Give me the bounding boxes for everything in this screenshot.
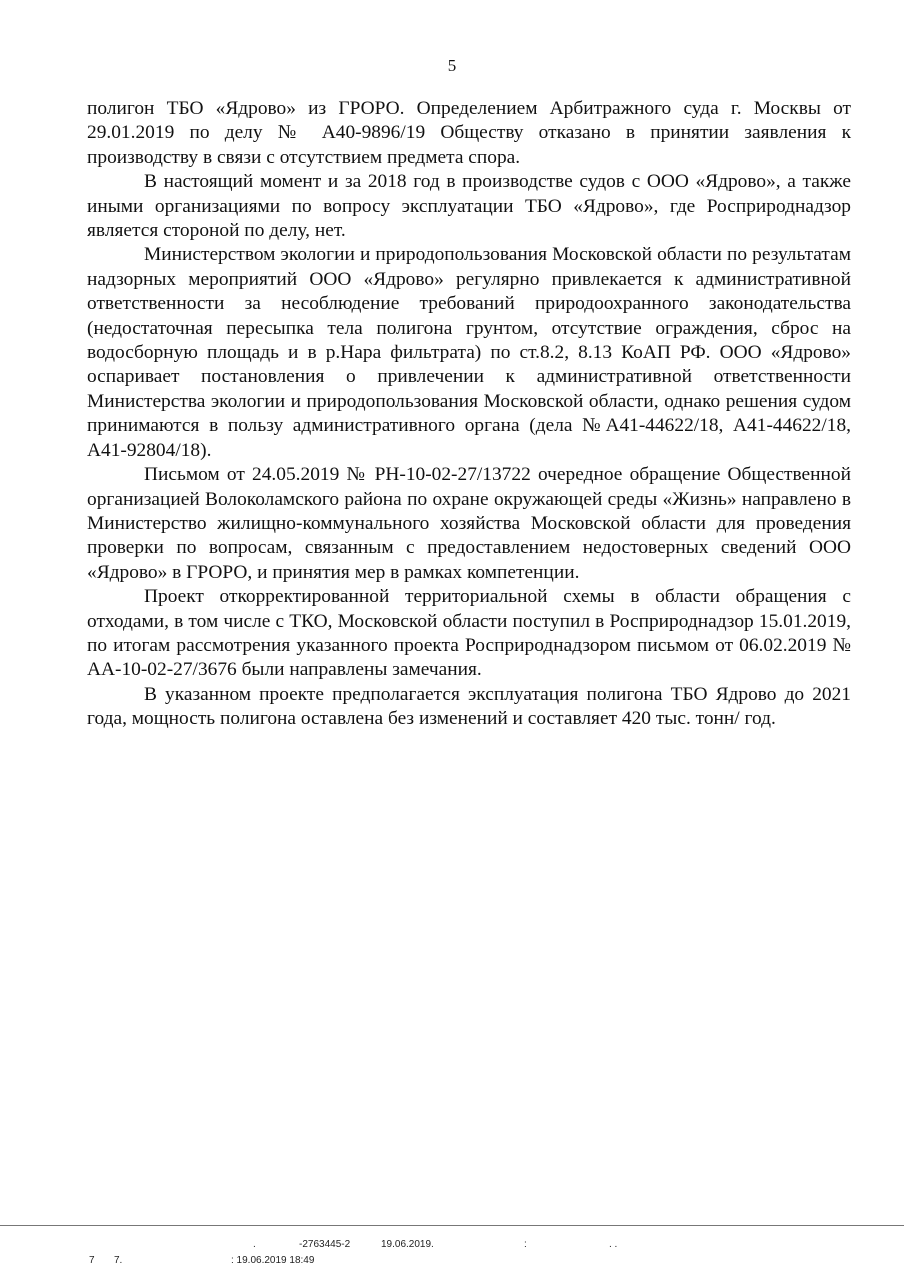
footer-line1-dot: . xyxy=(253,1239,256,1250)
footer-line1-colon: : xyxy=(524,1239,527,1250)
footer-divider xyxy=(0,1225,904,1226)
page-number: 5 xyxy=(447,56,457,75)
footer-line2-num2: 7. xyxy=(114,1255,123,1266)
paragraph-5: Проект откорректированной территориальной схемы в области обращения с отходами, в том числе с ТКО, Московской области поступил в Росприроднадзор 15.01.2019, по итогам рассмотрения указанного проекта Росприроднадзором письмом от 06.02.2019 № АА-10-02-27/3676 были направлены замечания. xyxy=(87,586,851,681)
document-body xyxy=(87,97,851,732)
paragraph-4: Письмом от 24.05.2019 № РН-10-02-27/13722 очередное обращение Общественной организацией Волоколамского района по охране окружающей среды «Жизнь» направлено в Министерство жилищно-коммунального хозяйства Московской области для проведения проверки по вопросам, связанным с предоставлением недостоверных сведений ООО «Ядрово» в ГРОРО, и принятия мер в рамках компетенции. xyxy=(87,464,851,583)
paragraph-1: полигон ТБО «Ядрово» из ГРОРО. Определением Арбитражного суда г. Москвы от 29.01.2019 по делу № А40-9896/19 Обществу отказано в принятии заявления к производству в связи с отсутствием предмета спора. xyxy=(87,98,851,168)
footer-document-date: 19.06.2019. xyxy=(381,1239,434,1250)
footer-line1-dots: . . xyxy=(609,1239,618,1250)
paragraph-2: В настоящий момент и за 2018 год в производстве судов с ООО «Ядрово», а также иными организациями по вопросу эксплуатации ТБО «Ядрово», где Росприроднадзор является стороной по делу, нет. xyxy=(87,171,851,242)
footer-line2-num1: 7 xyxy=(89,1255,95,1266)
footer-timestamp: : 19.06.2019 18:49 xyxy=(231,1255,315,1266)
paragraph-3: Министерством экологии и природопользования Московской области по результатам надзорных мероприятий ООО «Ядрово» регулярно привлекается к административной ответственности за несоблюдение требований природоохранного законодательства (недостаточная пересыпка тела полигона грунтом, отсутствие ограждения, сброс на водосборную площадь и в р.Нара фильтрата) по ст.8.2, 8.13 КоАП РФ. ООО «Ядрово» оспаривает постановления о привлечении к административной ответственности Министерства экологии и природопользования Московской области, однако решения судом принимаются в пользу административного органа (дела №А41-44622/18, А41-44622/18, А41-92804/18). xyxy=(87,244,851,461)
footer-document-id: -2763445-2 xyxy=(299,1239,351,1250)
paragraph-6: В указанном проекте предполагается эксплуатация полигона ТБО Ядрово до 2021 года, мощность полигона оставлена без изменений и составляет 420 тыс. тонн/ год. xyxy=(87,683,851,730)
